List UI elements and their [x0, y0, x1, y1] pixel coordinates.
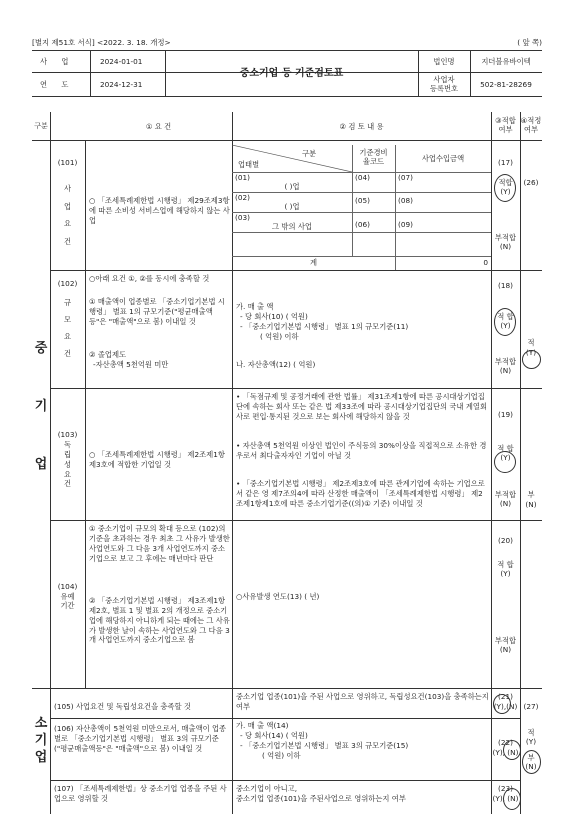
section-sme-3: 업 — [34, 457, 48, 472]
period-start: 2024-01-01 — [100, 57, 143, 66]
t101-r2-code: (05) — [355, 196, 370, 205]
t101-r3-biz: 그 밖의 사업 — [272, 222, 312, 231]
check-circle-mark — [522, 750, 541, 774]
t101-r3-rev: (09) — [398, 220, 413, 229]
col-fit4: ④적정 여부 — [520, 116, 542, 135]
col-requirement: ① 요 건 — [145, 122, 172, 131]
row102-rev-4: ( 억원) 이하 — [260, 332, 299, 341]
t101-r1-rev: (07) — [398, 173, 413, 182]
col-review: ② 검 토 내 용 — [339, 122, 384, 131]
row102-num: (102) — [57, 279, 78, 288]
row107-fit-num: (23) — [498, 784, 513, 793]
row103-col4: 부 (N) — [525, 490, 537, 510]
t101-h-biz: 업태별 — [238, 160, 260, 169]
row102-col4: 적 (Y) — [525, 338, 537, 358]
section-sme-1: 중 — [34, 341, 48, 356]
row106-rev-1: 가. 매 출 액(14) — [236, 721, 289, 730]
row102-fit-num: (18) — [498, 281, 513, 290]
check-circle-mark — [494, 308, 516, 336]
t101-r1-biz: ( )업 — [284, 182, 300, 191]
form-header-line — [32, 37, 542, 49]
row102-rev-5: 나. 자산총액(12) ( 억원) — [236, 360, 316, 369]
row102-req-2-detail: -자산총액 5천억원 미만 — [93, 360, 169, 369]
corp-name: 지더블유바이텍 — [481, 57, 531, 66]
row101-fit-yes: 적합 (Y) — [498, 178, 513, 197]
row103-fit-no: 부적합 (N) — [494, 490, 517, 509]
year-label-2: 연 도 — [40, 80, 75, 89]
row104-req-1: ① 중소기업이 규모의 확대 등으로 (102)의 기준을 초과하는 경우 최초 그 사유가 발생한 사업연도와 그 다음 3개 사업연도까지 중소기업으로 보고 그 후에는 매년마다 판단 — [89, 524, 230, 563]
row101-num: (101) — [57, 158, 78, 167]
row106-col4-yes: 적 (Y) — [525, 728, 537, 747]
row104-fit-yes: 적 합 (Y) — [497, 560, 514, 579]
t101-r2-biz: ( )업 — [284, 202, 300, 211]
row107-rev-2: 중소기업 업종(101)을 주된사업으로 영위하는지 여부 — [236, 794, 406, 803]
t101-h-rev: 사업수입금액 — [421, 154, 465, 163]
row102-rev-2: - 당 회사(10) ( 억원) — [240, 312, 308, 321]
row103-num: (103) — [57, 430, 78, 439]
row105-fit-yn: (Y),(N) — [493, 702, 518, 711]
row103-fit-num: (19) — [498, 410, 513, 419]
page-side: ( 앞 쪽) — [517, 38, 542, 47]
document-title: 중소기업 등 기준검토표 — [239, 68, 344, 79]
section-sme-2: 기 — [34, 399, 48, 414]
t101-r2-rev: (08) — [398, 196, 413, 205]
row106-rev-4: ( 억원) 이하 — [262, 751, 301, 760]
section-small: 소 기 업 — [34, 716, 48, 765]
t101-h-div: 구분 — [302, 149, 317, 158]
row103-fit-yes: 적 합 (Y) — [497, 444, 514, 463]
check-circle-mark — [493, 694, 511, 714]
row104-fit-no: 부적합 (N) — [494, 636, 517, 655]
t101-r2-num: (02) — [235, 193, 250, 202]
row103-rev-1: • 「독점규제 및 공정거래에 관한 법률」 제31조제1항에 따른 공시대상기업집단에 속하는 회사 또는 같은 법 제33조에 따라 공시대상기업집단의 국내 계열회사로 편입·통지된 것으로 보는 회사에 해당하지 않을 것 — [236, 392, 487, 421]
t101-total-label: 계 — [309, 258, 318, 267]
t101-r1-num: (01) — [235, 173, 250, 182]
row103-requirement: ○ 「조세특례제한법 시행령」 제2조제1항제3호에 적합한 기업일 것 — [89, 450, 225, 469]
row102-rev-1: 가. 매 출 액 — [236, 302, 274, 311]
t101-total-value: 0 — [483, 258, 488, 267]
year-label: 사 업 — [40, 57, 75, 66]
row106-rev-3: - 「중소기업기본법 시행령」 별표 3의 규모기준(15) — [240, 741, 409, 750]
row103-name: 독 립 성 요 건 — [63, 440, 72, 489]
corp-name-label: 법인명 — [433, 57, 455, 66]
check-circle-mark — [494, 451, 516, 473]
check-circle-mark — [494, 174, 516, 202]
row104-review: ○사유발생 연도(13) ( 년) — [236, 592, 320, 601]
row104-name: 유예 기간 — [60, 592, 75, 611]
row106-fit-yn: (Y), (N) — [492, 748, 519, 757]
row101-requirement: ○ 「조세특례제한법 시행령」 제29조제3항에 따른 소비성 서비스업에 해당하지 않는 사업 — [89, 196, 230, 225]
row102-name: 규 모 요 건 — [63, 298, 72, 359]
row106-rev-2: - 당 회사(14) ( 억원) — [240, 731, 308, 740]
row102-req-intro: ○아래 요건 ①, ②를 동시에 충족할 것 — [89, 274, 210, 283]
row104-fit-num: (20) — [498, 536, 513, 545]
t101-r1-code: (04) — [355, 173, 370, 182]
row107-rev-1: 중소기업이 아니고, — [236, 784, 298, 793]
col-div: 구분 — [34, 122, 48, 130]
row105-fit-num: (21) — [498, 692, 513, 701]
row104-req-2: ② 「중소기업기본법 시행령」 제3조제1항제2호, 별표 1 및 별표 2의 개정으로 중소기업에 해당하지 아니하게 되는 때에는 그 사유가 발생한 날이 속하는 사업연도와 그 다음 3개 사업연도까지 중소기업으로 봄 — [89, 596, 230, 645]
row105-col4: (27) — [523, 702, 539, 711]
period-end: 2024-12-31 — [100, 80, 143, 89]
row103-rev-3: • 「중소기업기본법 시행령」 제2조제3호에 따른 관계기업에 속하는 기업으로서 같은 영 제7조의4에 따라 산정한 매출액이 「조세특례제한법 시행령」 제2조제1항제1호에 따른 중소기업기준((의)① 기준) 이내일 것 — [236, 479, 485, 508]
row101-col4: (26) — [523, 178, 539, 187]
check-circle-mark — [503, 788, 521, 810]
reg-no-label: 사업자 등록번호 — [429, 75, 459, 94]
row102-rev-3: - 「중소기업기본법 시행령」 별표 1의 규모기준(11) — [240, 322, 409, 331]
row107-fit-yn: (Y), (N) — [492, 794, 519, 803]
row102-fit-yes: 적 합 (Y) — [497, 312, 514, 331]
t101-r3-num: (03) — [235, 213, 250, 222]
t101-r3-code: (06) — [355, 220, 370, 229]
row106-requirement: (106) 자산총액이 5천억원 미만으로서, 매출액이 업종별로 「중소기업기본법 시행령」 별표 3의 규모기준("평균매출액등"은 "매출액"으로 봄) 이내일 것 — [54, 724, 227, 753]
row102-req-2: ② 졸업제도 — [89, 350, 127, 359]
col-fit3: ③적합 여부 — [495, 116, 516, 135]
form-code: [별지 제51호 서식] <2022. 3. 18. 개정> — [32, 38, 171, 47]
row106-col4-no: 부 (N) — [525, 753, 537, 772]
row105-review: 중소기업 업종(101)을 주된 사업으로 영위하고, 독립성요건(103)을 충족하는지 여부 — [236, 692, 489, 711]
row101-fit-num: (17) — [498, 158, 513, 167]
row106-fit-num: (22) — [498, 738, 513, 747]
row107-requirement: (107) 「조세특례제한법」상 중소기업 업종을 주된 사업으로 영위할 것 — [54, 784, 227, 803]
check-circle-mark — [522, 350, 541, 369]
row102-req-1: ① 매출액이 업종별로 「중소기업기본법 시행령」 별표 1의 규모기준("평균매출액등"은 "매출액"으로 봄) 이내일 것 — [89, 297, 225, 326]
row101-name: 사 업 요 건 — [63, 184, 72, 246]
row101-fit-no: 부적합 (N) — [494, 233, 517, 252]
row105-requirement: (105) 사업요건 및 독립성요건을 충족할 것 — [54, 702, 191, 711]
row103-rev-2: • 자산총액 5천억원 이상인 법인이 주식등의 30%이상을 직접적으로 소유한 경우로서 최다출자자인 기업이 아닐 것 — [236, 441, 487, 460]
row102-fit-no: 부적합 (N) — [494, 357, 517, 376]
reg-no: 502-81-28269 — [480, 80, 532, 89]
row104-num: (104) — [57, 582, 78, 591]
check-circle-mark — [503, 740, 521, 760]
t101-h-code: 기준경비 율코드 — [359, 148, 388, 167]
